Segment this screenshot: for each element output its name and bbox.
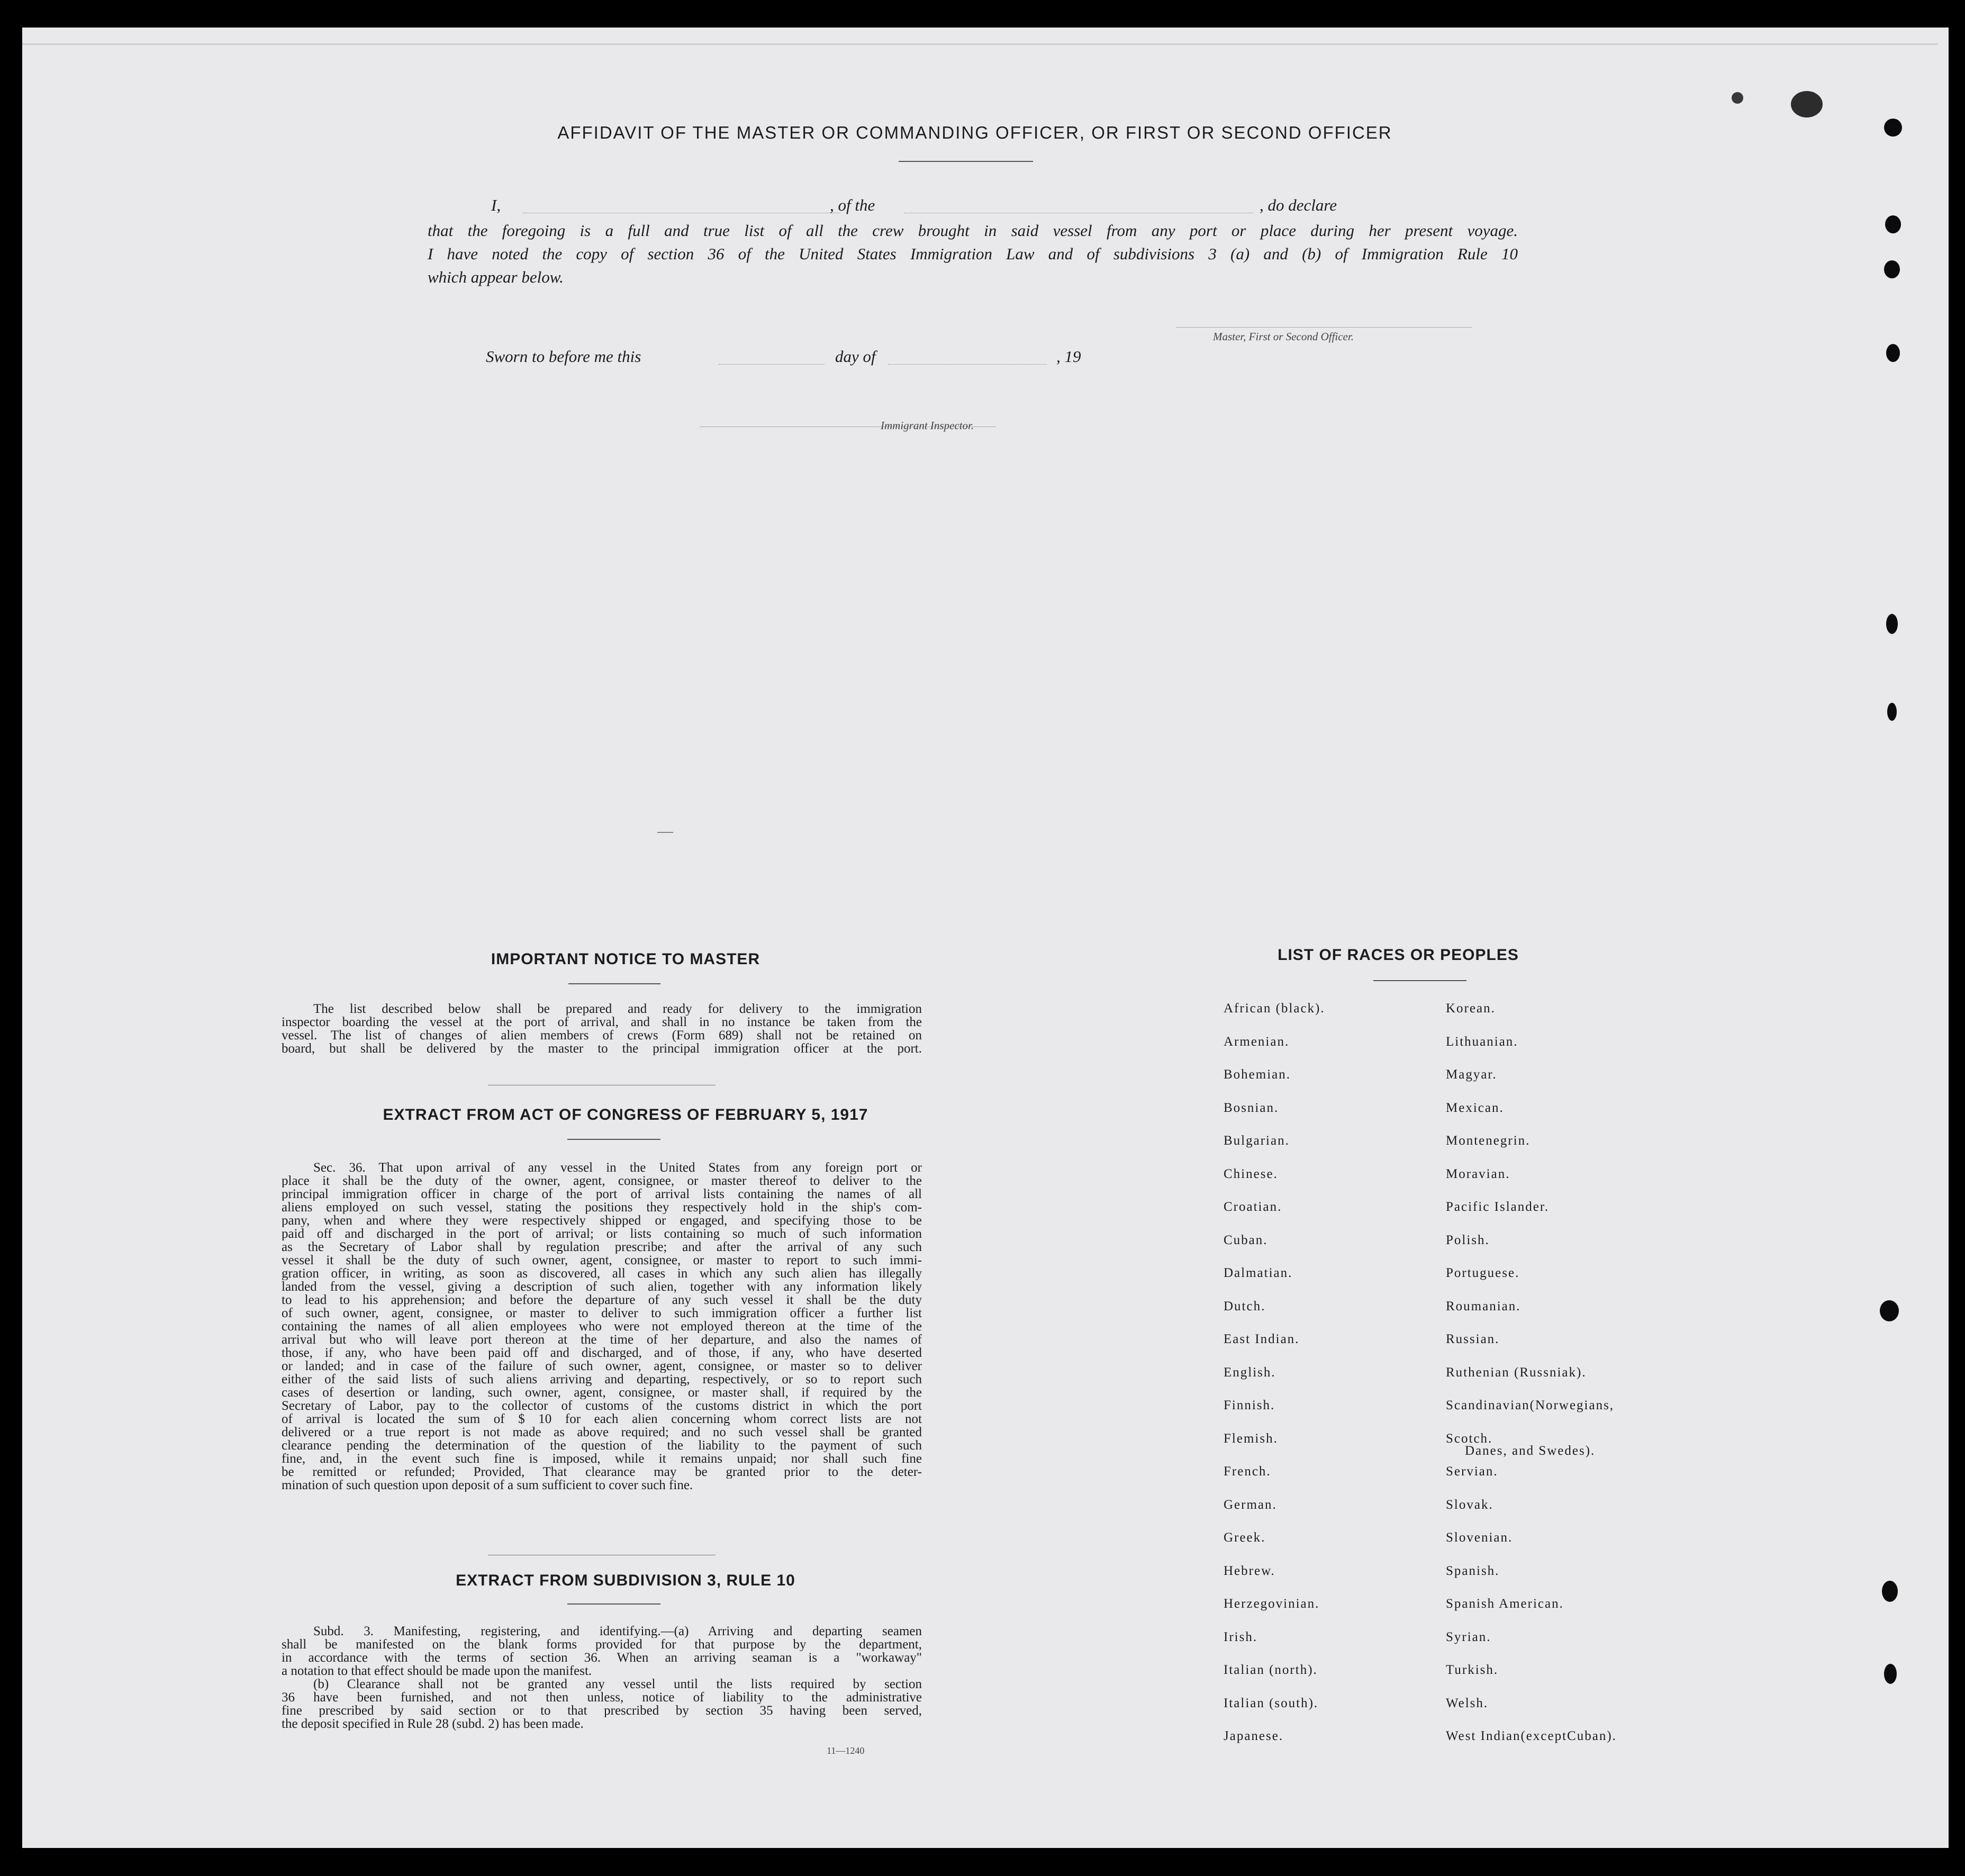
text-line: landed from the vessel, giving a description of such alien, together with any information likely xyxy=(282,1280,922,1293)
race-item: Herzegovinian. xyxy=(1224,1597,1320,1611)
master-signature-line xyxy=(1176,327,1472,328)
race-item: West Indian(exceptCuban). xyxy=(1446,1729,1617,1743)
text-line: in accordance with the terms of section 36. When an arriving seaman is a "workaway" xyxy=(282,1651,922,1664)
race-item: Armenian. xyxy=(1224,1034,1290,1049)
day-of-text: day of xyxy=(835,347,876,366)
inspector-signature-label: Immigrant Inspector. xyxy=(881,419,974,432)
race-item: Flemish. xyxy=(1224,1431,1278,1446)
race-item: English. xyxy=(1224,1365,1276,1380)
binder-hole xyxy=(1887,703,1897,721)
race-item: African (black). xyxy=(1224,1001,1325,1016)
races-right-column xyxy=(1446,1001,1742,1762)
declaration-line-3: I have noted the copy of section 36 of the United States Immigration Law and of subdivisions 3 (a) and (b) of Immigration Rule 10 xyxy=(428,244,1518,263)
declaration-of-the: , of the xyxy=(830,196,875,214)
text-line: of such owner, agent, consignee, or master to deliver to such immigration officer a further list xyxy=(282,1307,922,1320)
race-item: Greek. xyxy=(1224,1530,1266,1545)
race-item: Dutch. xyxy=(1224,1299,1266,1313)
text-line: mination of such question upon deposit of a sum sufficient to cover such fine. xyxy=(282,1479,693,1492)
page-top-edge xyxy=(22,43,1938,45)
race-item: Scandinavian(Norwegians, xyxy=(1446,1398,1615,1412)
text-line: fine, and, in the event such fine is imposed, while it remains unpaid; nor shall such fine xyxy=(282,1452,922,1465)
binder-hole xyxy=(1882,1581,1898,1602)
text-line: Secretary of Labor, pay to the collector of customs of the customs district in which the port xyxy=(282,1399,922,1412)
race-item: Syrian. xyxy=(1446,1629,1491,1644)
year-text: , 19 xyxy=(1056,347,1081,366)
notice-body xyxy=(282,1002,922,1055)
text-line: paid off and discharged in the port of arrival; or lists containing so much of such information xyxy=(282,1227,922,1240)
race-item: Ruthenian (Russniak). xyxy=(1446,1365,1587,1380)
act-body xyxy=(282,1161,922,1492)
race-item: Chinese. xyxy=(1224,1166,1278,1181)
text-line: a notation to that effect should be made upon the manifest. xyxy=(282,1664,592,1678)
text-line: the deposit specified in Rule 28 (subd. 2) has been made. xyxy=(282,1717,584,1730)
affidavit-title: AFFIDAVIT OF THE MASTER OR COMMANDING OFFICER, OR FIRST OR SECOND OFFICER xyxy=(557,123,1392,142)
race-item: Dalmatian. xyxy=(1224,1266,1293,1280)
binder-hole xyxy=(1884,119,1902,137)
race-item: East Indian. xyxy=(1224,1332,1300,1346)
text-line: containing the names of all alien employees who were not employed thereon at the time of the xyxy=(282,1320,922,1333)
race-item: Bosnian. xyxy=(1224,1100,1279,1115)
binder-hole xyxy=(1884,1664,1897,1684)
text-line: (b) Clearance shall not be granted any vessel until the lists required by section xyxy=(313,1678,922,1691)
notice-title-rule xyxy=(568,983,660,984)
text-line: gration officer, in writing, as soon as discovered, all cases in which any such alien has illegally xyxy=(282,1267,922,1280)
ink-blot xyxy=(1732,92,1743,104)
text-line: vessel it shall be the duty of such owner, agent, consignee, or master to report to such immi- xyxy=(282,1254,922,1267)
text-line: those, if any, who have been paid off and discharged, and of those, if any, who have deserted xyxy=(282,1346,922,1360)
text-line: fine prescribed by said section or to that prescribed by section 35 having been served, xyxy=(282,1704,922,1717)
race-item: Scotch. xyxy=(1446,1431,1493,1446)
text-line: 36 have been furnished, and not then unless, notice of liability to the administrative xyxy=(282,1691,922,1704)
rule-title: EXTRACT FROM SUBDIVISION 3, RULE 10 xyxy=(456,1572,795,1589)
race-item: Moravian. xyxy=(1446,1166,1510,1181)
rule-body xyxy=(282,1625,922,1730)
race-item: Hebrew. xyxy=(1224,1563,1275,1578)
text-line: be remitted or refunded; Provided, That clearance may be granted prior to the deter- xyxy=(282,1465,922,1479)
race-item: Italian (north). xyxy=(1224,1663,1318,1677)
race-item: Korean. xyxy=(1446,1001,1496,1016)
races-left-column xyxy=(1224,1001,1446,1762)
race-item: Cuban. xyxy=(1224,1232,1268,1247)
race-item: Slovenian. xyxy=(1446,1530,1513,1545)
text-line: vessel. The list of changes of alien members of crews (Form 689) shall not be retained on xyxy=(282,1029,922,1042)
race-item: Portuguese. xyxy=(1446,1266,1520,1280)
declaration-i: I, xyxy=(491,196,501,214)
text-line: place it shall be the duty of the owner, agent, consignee, or master thereof to deliver to the xyxy=(282,1174,922,1188)
declaration-line-4: which appear below. xyxy=(428,268,564,286)
rule-title-rule xyxy=(567,1603,660,1605)
race-item: Polish. xyxy=(1446,1232,1490,1247)
race-item: French. xyxy=(1224,1464,1271,1479)
race-item: Pacific Islander. xyxy=(1446,1200,1550,1214)
text-line: principal immigration officer in charge of the port of arrival lists containing the names of all xyxy=(282,1188,922,1201)
race-item: Bohemian. xyxy=(1224,1067,1291,1082)
sworn-text: Sworn to before me this xyxy=(486,347,641,366)
text-line: clearance pending the determination of the question of the liability to the payment of such xyxy=(282,1439,922,1452)
binder-hole xyxy=(1885,215,1901,233)
race-item: German. xyxy=(1224,1497,1277,1512)
text-line: either of the said lists of such aliens arriving and departing, respectively, or so to report such xyxy=(282,1373,922,1386)
race-item: Slovak. xyxy=(1446,1497,1493,1512)
sworn-month-field[interactable] xyxy=(888,349,1047,365)
race-item: Finnish. xyxy=(1224,1398,1275,1412)
text-line: arrival but who will leave port thereon at the time of her departure, and also the names of xyxy=(282,1333,922,1346)
act-title: EXTRACT FROM ACT OF CONGRESS OF FEBRUARY 5, 1917 xyxy=(383,1106,868,1123)
race-item: Irish. xyxy=(1224,1629,1258,1644)
race-item: Roumanian. xyxy=(1446,1299,1521,1313)
title-rule xyxy=(899,161,1033,162)
text-line: Sec. 36. That upon arrival of any vessel in the United States from any foreign port or xyxy=(313,1161,922,1174)
binder-hole xyxy=(1886,614,1898,634)
declaration-line-2: that the foregoing is a full and true list of all the crew brought in said vessel from any port or place during her present voyage. xyxy=(428,221,1518,240)
race-item: Spanish American. xyxy=(1446,1597,1564,1611)
race-item: Croatian. xyxy=(1224,1200,1282,1214)
text-line: Subd. 3. Manifesting, registering, and identifying.—(a) Arriving and departing seamen xyxy=(313,1625,922,1638)
text-line: aliens employed on such vessel, stating the positions they respectively hold in the ship's com- xyxy=(282,1201,922,1214)
races-title: LIST OF RACES OR PEOPLES xyxy=(1278,946,1519,964)
race-item: Spanish. xyxy=(1446,1563,1500,1578)
text-line: delivered or a true report is not made as above required; and no such vessel shall be granted xyxy=(282,1426,922,1439)
text-line: as the Secretary of Labor shall by regulation prescribe; and after the arrival of any such xyxy=(282,1240,922,1254)
binder-hole xyxy=(1886,344,1900,362)
text-line: to lead to his apprehension; and before the departure of any such vessel it shall be the duty xyxy=(282,1293,922,1307)
text-line: of arrival is located the sum of $ 10 for each alien concerning whom correct lists are not xyxy=(282,1412,922,1426)
document-page xyxy=(22,28,1949,1848)
text-line: or landed; and in case of the failure of such owner, agent, consignee, or master so to deliver xyxy=(282,1360,922,1373)
race-item: Italian (south). xyxy=(1224,1696,1319,1710)
races-title-rule xyxy=(1373,980,1466,981)
race-item: Mexican. xyxy=(1446,1100,1504,1115)
form-number: 11—1240 xyxy=(827,1745,865,1756)
text-line: board, but shall be delivered by the master to the principal immigration officer at the port. xyxy=(282,1042,922,1055)
race-item: Japanese. xyxy=(1224,1729,1284,1743)
text-line: cases of desertion or landing, such owner, agent, consignee, or master shall, if required by the xyxy=(282,1386,922,1399)
race-item: Servian. xyxy=(1446,1464,1498,1479)
binder-hole xyxy=(1880,1300,1899,1321)
race-item: Russian. xyxy=(1446,1332,1500,1346)
race-item: Montenegrin. xyxy=(1446,1134,1531,1148)
race-item: Lithuanian. xyxy=(1446,1034,1518,1049)
vessel-name-field[interactable] xyxy=(904,198,1253,213)
scandinavian-continuation: Danes, and Swedes). xyxy=(1465,1444,1596,1458)
declaration-do-declare: , do declare xyxy=(1260,196,1337,214)
text-line: shall be manifested on the blank forms provided for that purpose by the department, xyxy=(282,1638,922,1651)
text-line: pany, when and where they were respectively shipped or engaged, and specifying those to be xyxy=(282,1214,922,1227)
race-item: Magyar. xyxy=(1446,1067,1497,1082)
text-line: The list described below shall be prepared and ready for delivery to the immigration xyxy=(313,1002,922,1016)
act-title-rule xyxy=(567,1139,660,1140)
notice-title: IMPORTANT NOTICE TO MASTER xyxy=(491,950,760,968)
declarant-name-field[interactable] xyxy=(523,198,840,213)
ink-blot xyxy=(1791,91,1823,117)
race-item: Turkish. xyxy=(1446,1663,1499,1677)
master-signature-label: Master, First or Second Officer. xyxy=(1213,330,1354,343)
text-line: inspector boarding the vessel at the port of arrival, and shall in no instance be taken from the xyxy=(282,1016,922,1029)
sworn-line xyxy=(486,347,1174,366)
race-item: Welsh. xyxy=(1446,1696,1489,1710)
stray-mark xyxy=(657,832,673,833)
race-item: Bulgarian. xyxy=(1224,1134,1290,1148)
sworn-day-field[interactable] xyxy=(719,349,825,365)
binder-hole xyxy=(1884,260,1900,278)
